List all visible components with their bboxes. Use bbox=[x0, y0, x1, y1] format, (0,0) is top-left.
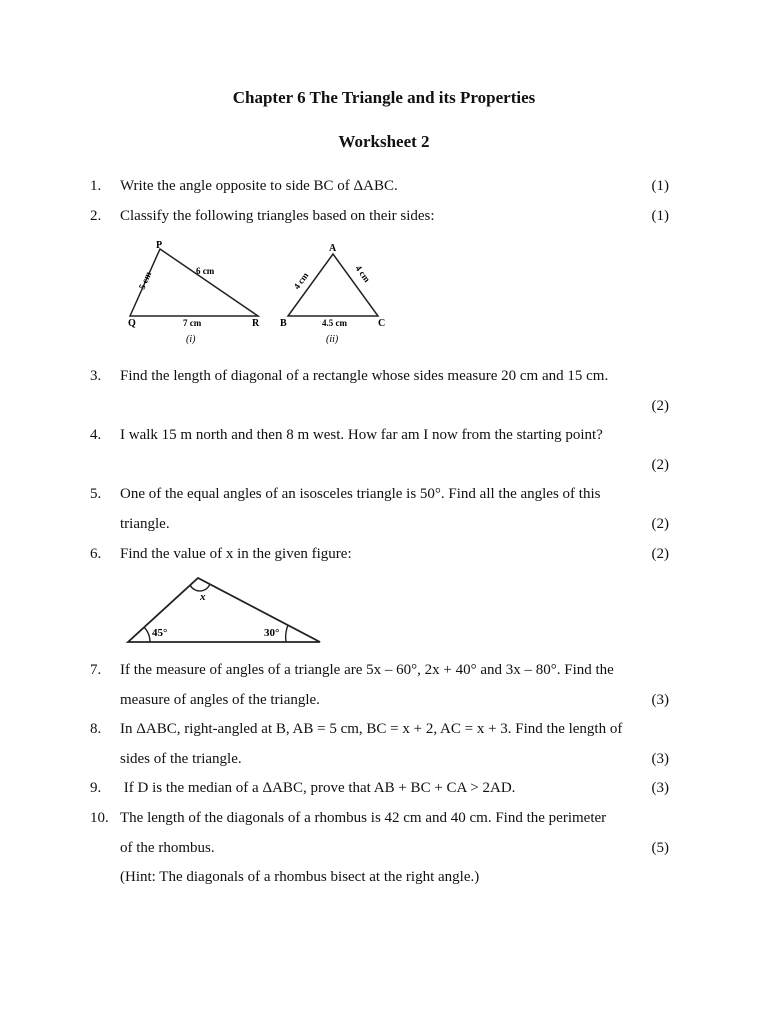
question-marks: (3) bbox=[651, 780, 669, 796]
question-marks: (2) bbox=[651, 516, 669, 532]
question-text: If the measure of angles of a triangle are 5x – 60°, 2x + 40° and 3x – 80°. Find the bbox=[120, 662, 614, 678]
side-label: 7 cm bbox=[183, 318, 202, 328]
angle-label-right: 30° bbox=[264, 627, 280, 639]
question-text: Write the angle opposite to side BC of ΔABC. bbox=[120, 178, 398, 194]
question-5 bbox=[0, 483, 768, 505]
side-label: 4.5 cm bbox=[322, 318, 347, 328]
question-3 bbox=[0, 365, 768, 387]
side-label: 4 cm bbox=[291, 270, 311, 292]
question-10-continued bbox=[0, 837, 768, 859]
question-text: I walk 15 m north and then 8 m west. How far am I now from the starting point? bbox=[120, 427, 603, 443]
question-number: 7. bbox=[90, 662, 102, 678]
question-2 bbox=[0, 205, 768, 227]
question-7-continued bbox=[0, 689, 768, 711]
angle-arc-right bbox=[286, 625, 288, 642]
question-8-continued bbox=[0, 748, 768, 770]
side-label: 6 cm bbox=[196, 266, 215, 276]
question-text: One of the equal angles of an isosceles triangle is 50°. Find all the angles of this bbox=[120, 486, 601, 502]
question-text: measure of angles of the triangle. bbox=[120, 692, 320, 708]
question-marks: (3) bbox=[651, 692, 669, 708]
question-text: triangle. bbox=[120, 516, 170, 532]
question-text: Classify the following triangles based on their sides: bbox=[120, 208, 435, 224]
question-number: 9. bbox=[90, 780, 102, 796]
question-text: If D is the median of a ΔABC, prove that AB + BC + CA > 2AD. bbox=[120, 780, 516, 796]
question-text: In ΔABC, right-angled at B, AB = 5 cm, BC = x + 2, AC = x + 3. Find the length of bbox=[120, 721, 623, 737]
worksheet-subtitle: Worksheet 2 bbox=[338, 132, 430, 151]
angle-label-left: 45° bbox=[152, 627, 168, 639]
figure-caption: (ii) bbox=[326, 334, 339, 345]
question-marks: (1) bbox=[651, 178, 669, 194]
side-label: 4 cm bbox=[353, 263, 373, 284]
question-text: The length of the diagonals of a rhombus is 42 cm and 40 cm. Find the perimeter bbox=[120, 810, 607, 826]
question-marks: (5) bbox=[651, 840, 669, 856]
question-marks: (3) bbox=[651, 751, 669, 767]
question-10 bbox=[0, 807, 768, 829]
hint-text: (Hint: The diagonals of a rhombus bisect at the right angle.) bbox=[120, 869, 480, 885]
angle-triangle-figure bbox=[122, 572, 328, 648]
question-number: 8. bbox=[90, 721, 102, 737]
question-5-continued bbox=[0, 513, 768, 535]
question-marks: (2) bbox=[651, 398, 669, 414]
vertex-label: A bbox=[329, 243, 337, 254]
question-number: 3. bbox=[90, 368, 102, 384]
question-10-hint bbox=[0, 866, 768, 888]
question-number: 6. bbox=[90, 546, 102, 562]
vertex-label: C bbox=[378, 318, 386, 329]
triangles-figure bbox=[118, 238, 418, 350]
triangle-pqr bbox=[128, 240, 260, 345]
triangle-abc bbox=[280, 243, 385, 345]
question-number: 1. bbox=[90, 178, 102, 194]
figure-caption: (i) bbox=[186, 334, 196, 345]
question-3-marks-line bbox=[0, 395, 768, 417]
question-text: sides of the triangle. bbox=[120, 751, 242, 767]
question-marks: (2) bbox=[651, 457, 669, 473]
question-text: Find the value of x in the given figure: bbox=[120, 546, 352, 562]
question-marks: (2) bbox=[651, 546, 669, 562]
page-title: Chapter 6 The Triangle and its Properties bbox=[232, 88, 536, 107]
vertex-label: B bbox=[280, 318, 287, 329]
angle-arc-left bbox=[144, 627, 150, 642]
question-number: 5. bbox=[90, 486, 102, 502]
question-text: of the rhombus. bbox=[120, 840, 215, 856]
question-8 bbox=[0, 718, 768, 740]
question-1 bbox=[0, 175, 768, 197]
question-9 bbox=[0, 777, 768, 799]
vertex-label: Q bbox=[128, 318, 136, 329]
vertex-label: P bbox=[156, 240, 163, 251]
question-4 bbox=[0, 424, 768, 446]
vertex-label: R bbox=[252, 318, 260, 329]
question-text: Find the length of diagonal of a rectangle whose sides measure 20 cm and 15 cm. bbox=[120, 368, 609, 384]
side-label: 5 cm bbox=[136, 270, 154, 291]
question-number: 2. bbox=[90, 208, 102, 224]
angle-label-top: x bbox=[200, 591, 206, 603]
question-4-marks-line bbox=[0, 454, 768, 476]
question-number: 10. bbox=[90, 810, 109, 826]
question-marks: (1) bbox=[651, 208, 669, 224]
angle-arc-top bbox=[190, 584, 210, 591]
question-number: 4. bbox=[90, 427, 102, 443]
question-6 bbox=[0, 543, 768, 565]
question-7 bbox=[0, 659, 768, 681]
